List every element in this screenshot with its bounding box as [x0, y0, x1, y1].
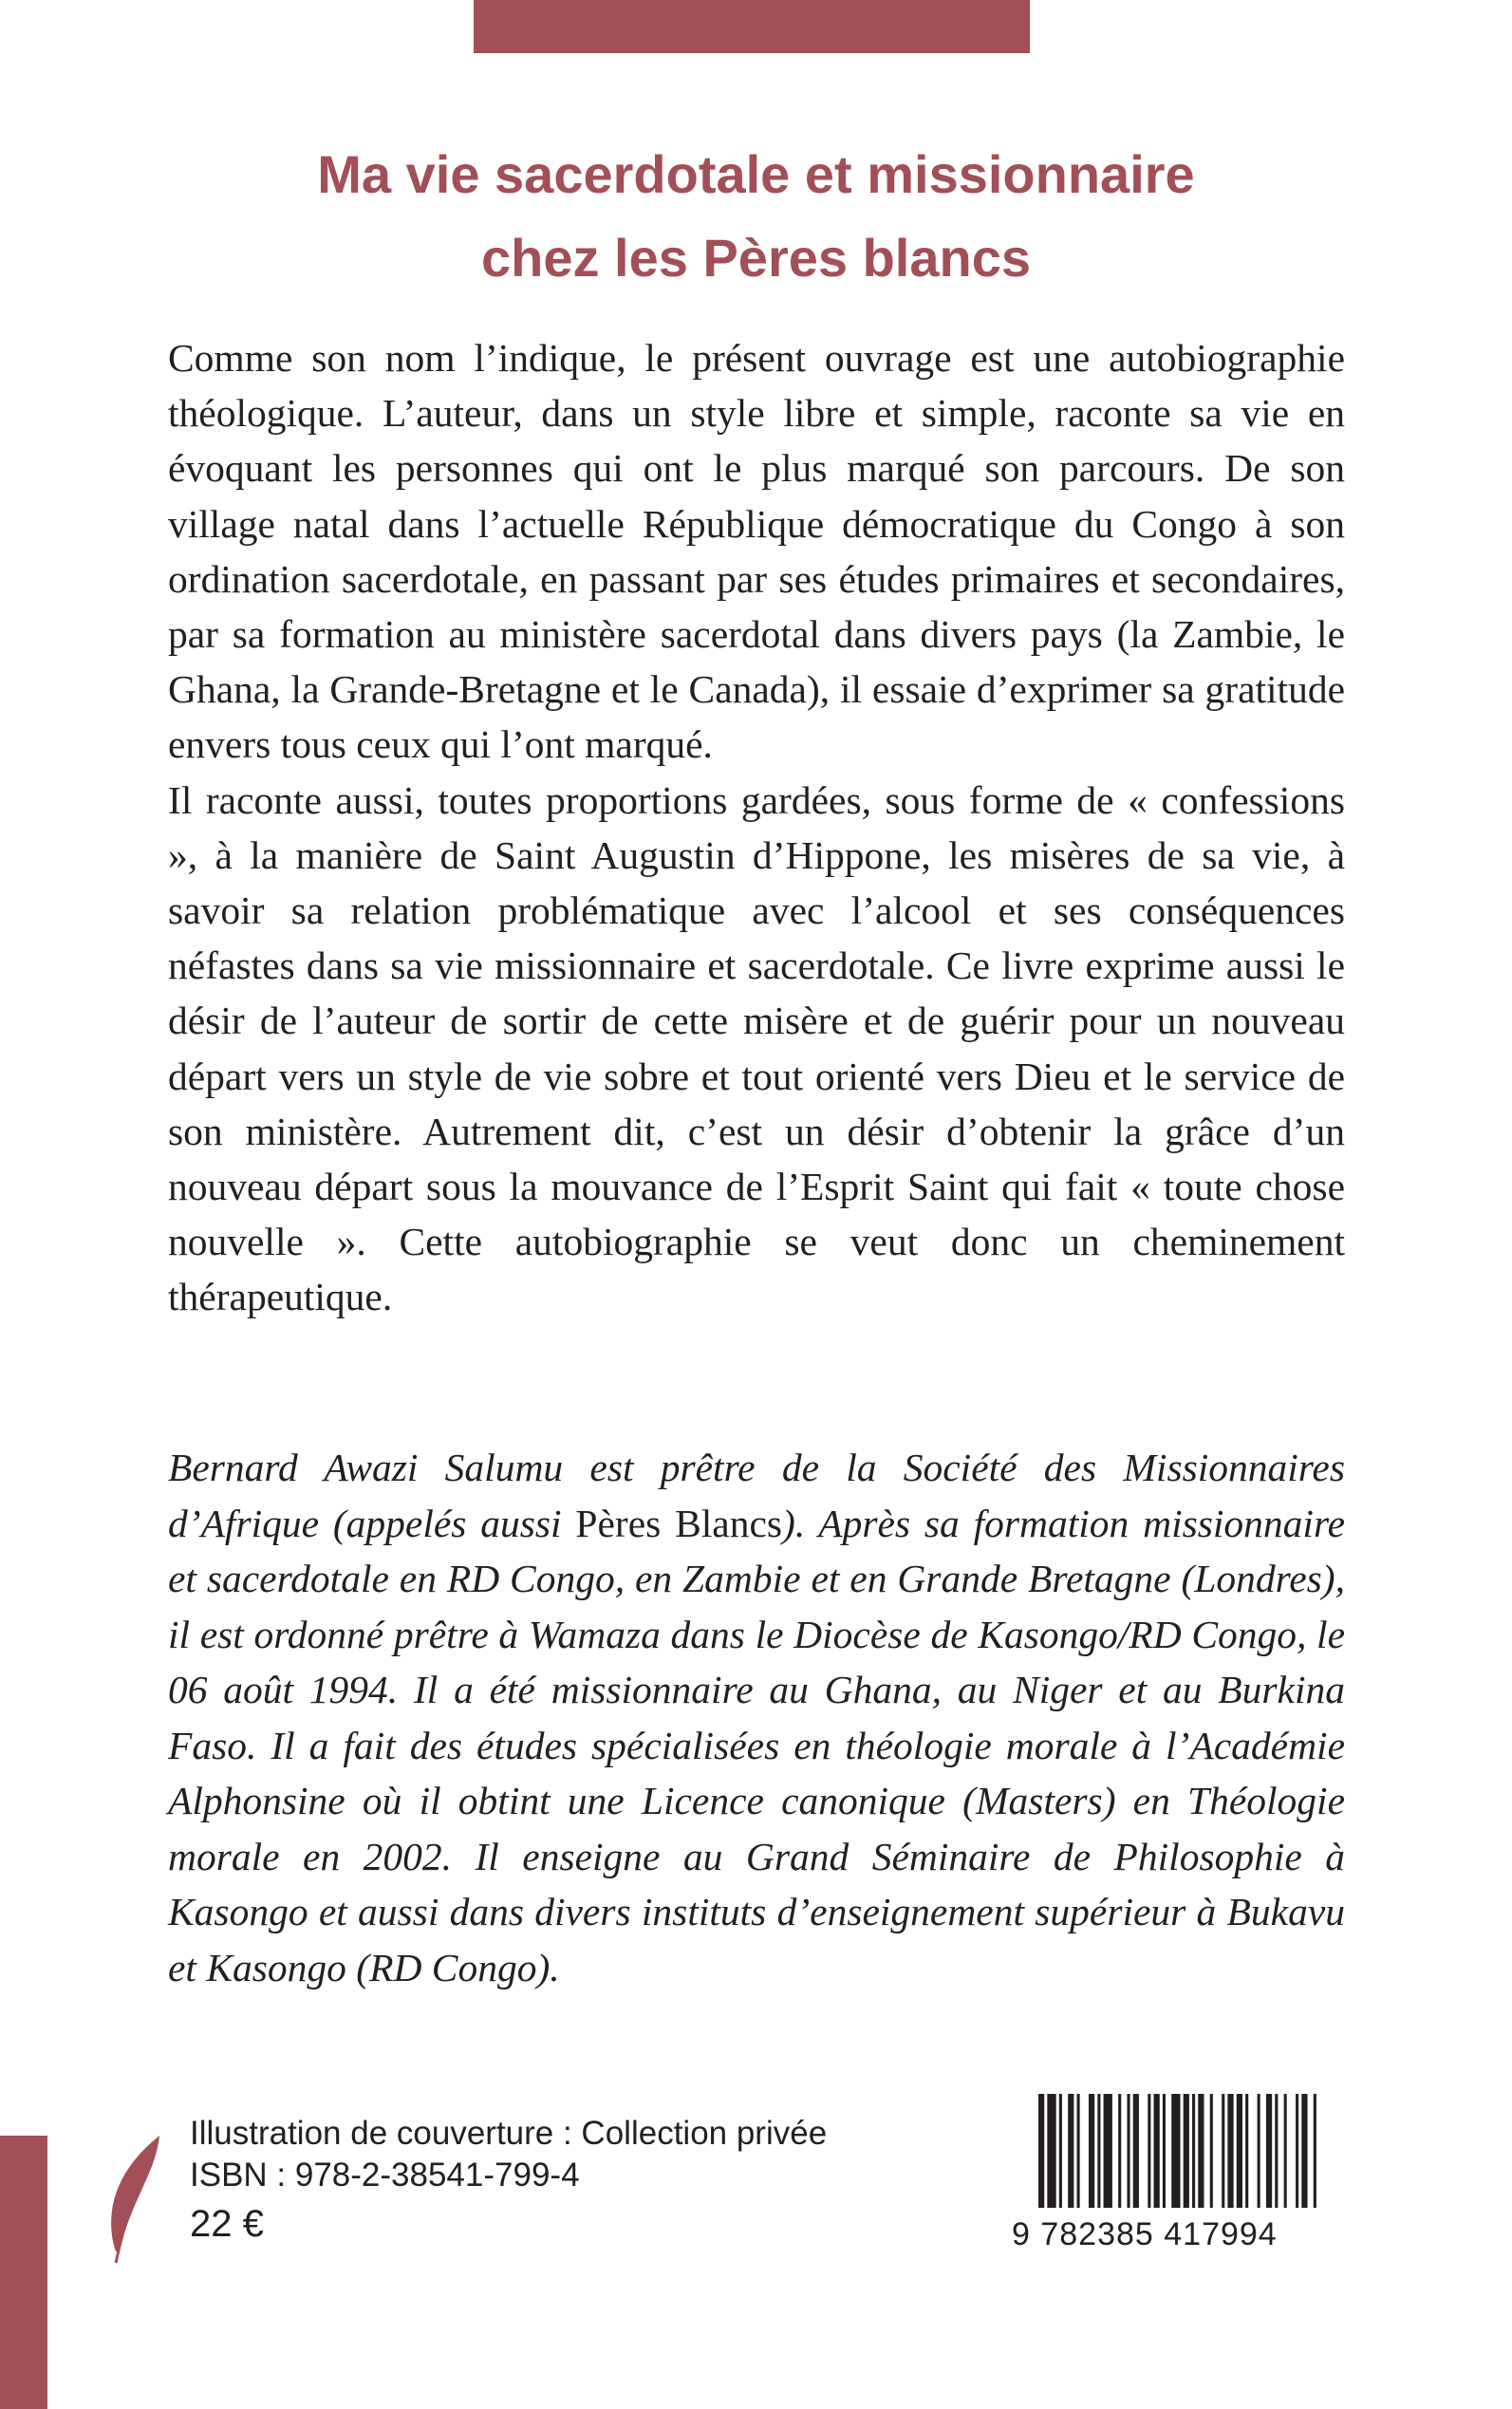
barcode-bar [1266, 2094, 1272, 2217]
book-summary [168, 330, 1345, 1325]
barcode-bar [1227, 2094, 1233, 2217]
book-title-line-1: Ma vie sacerdotale et missionnaire [317, 144, 1195, 204]
barcode-bar [1059, 2094, 1062, 2217]
author-bio-part-1: Bernard Awazi Salumu est prêtre de la Société des Missionnaires d’Afrique (appelés aussi [168, 1446, 1345, 1545]
barcode-bar [1089, 2094, 1094, 2217]
author-bio [168, 1440, 1345, 1995]
barcode-bar [1258, 2094, 1260, 2217]
feather-icon [103, 2134, 165, 2265]
book-title [142, 133, 1370, 300]
barcode-bar [1133, 2094, 1139, 2217]
barcode-bar [1068, 2094, 1073, 2217]
isbn: ISBN : 978-2-38541-799-4 [190, 2157, 580, 2194]
barcode-bar [1296, 2094, 1298, 2217]
barcode-bar [1171, 2094, 1180, 2217]
barcode-bar [1127, 2094, 1129, 2217]
barcode-bar [1210, 2094, 1213, 2217]
barcode-bar [1077, 2094, 1080, 2217]
credits-block [190, 2113, 827, 2251]
book-title-line-2: chez les Pères blancs [480, 228, 1031, 288]
barcode-bar [1275, 2094, 1278, 2217]
barcode-number: 9 782385 417994 [1012, 2208, 1325, 2261]
price: 22 € [190, 2203, 264, 2245]
barcode-bar [1097, 2094, 1100, 2217]
barcode-bar [1284, 2094, 1287, 2217]
illustration-credit: Illustration de couverture : Collection privée [190, 2115, 828, 2152]
author-bio-part-2: ). Après sa formation missionnaire et sacerdotale en RD Congo, en Zambie et en Grande Bretagne (Londres), il est ordonné prêtre à Wamaza dans le Diocèse de Kasongo/RD Congo, le 06 août 1994. Il a été missionnaire au Ghana, au Niger et au Burkina Faso. Il a fait des études spécialisées en théologie morale à l’Académie Alphonsine où il obtint une Licence canonique (Masters) en Théologie morale en 2002. Il enseigne au Grand Séminaire de Philosophie à Kasongo et aussi dans divers instituts d’enseignement supérieur à Bukavu et Kasongo (RD Congo). [168, 1501, 1345, 1989]
barcode-bar [1245, 2094, 1248, 2217]
barcode-bar [1163, 2094, 1166, 2217]
barcode-bar [1198, 2094, 1204, 2217]
left-accent-strip [0, 2136, 47, 2409]
barcode-bar [1118, 2094, 1121, 2217]
summary-paragraph-2: Il raconte aussi, toutes proportions gardées, sous forme de « confessions », à la manière de Saint Augustin d’Hippone, les misères de sa vie, à savoir sa relation problématique avec l’alcool et ses conséquences néfastes dans sa vie missionnaire et sacerdotale. Ce livre exprime aussi le désir de l’auteur de sortir de cette misère et de guérir pour un nouveau départ vers un style de vie sobre et tout orienté vers Dieu et le service de son ministère. Autrement dit, c’est un désir d’obtenir la grâce d’un nouveau départ sous la mouvance de l’Esprit Saint qui fait « toute chose nouvelle ». Cette autobiographie se veut donc un cheminement thérapeutique. [168, 777, 1345, 1319]
barcode-bar [1237, 2094, 1242, 2217]
barcode-bar [1154, 2094, 1160, 2217]
barcode-bar [1222, 2094, 1224, 2217]
barcode-bar [1148, 2094, 1150, 2217]
top-accent-bar [474, 0, 1030, 53]
barcode-bar [1104, 2094, 1112, 2217]
summary-paragraph-1: Comme son nom l’indique, le présent ouvrage est une autobiographie théologique. L’auteur, dans un style libre et simple, raconte sa vie en évoquant les personnes qui ont le plus marqué son parcours. De son village natal dans l’actuelle République démocratique du Congo à son ordination sacerdotale, en passant par ses études primaires et secondaires, par sa formation au ministère sacerdotal dans divers pays (la Zambie, le Ghana, la Grande-Bretagne et le Canada), il essaie d’exprimer sa gratitude envers tous ceux qui l’ont marqué. [168, 336, 1345, 767]
author-bio-order-name: Pères Blancs [575, 1501, 783, 1545]
